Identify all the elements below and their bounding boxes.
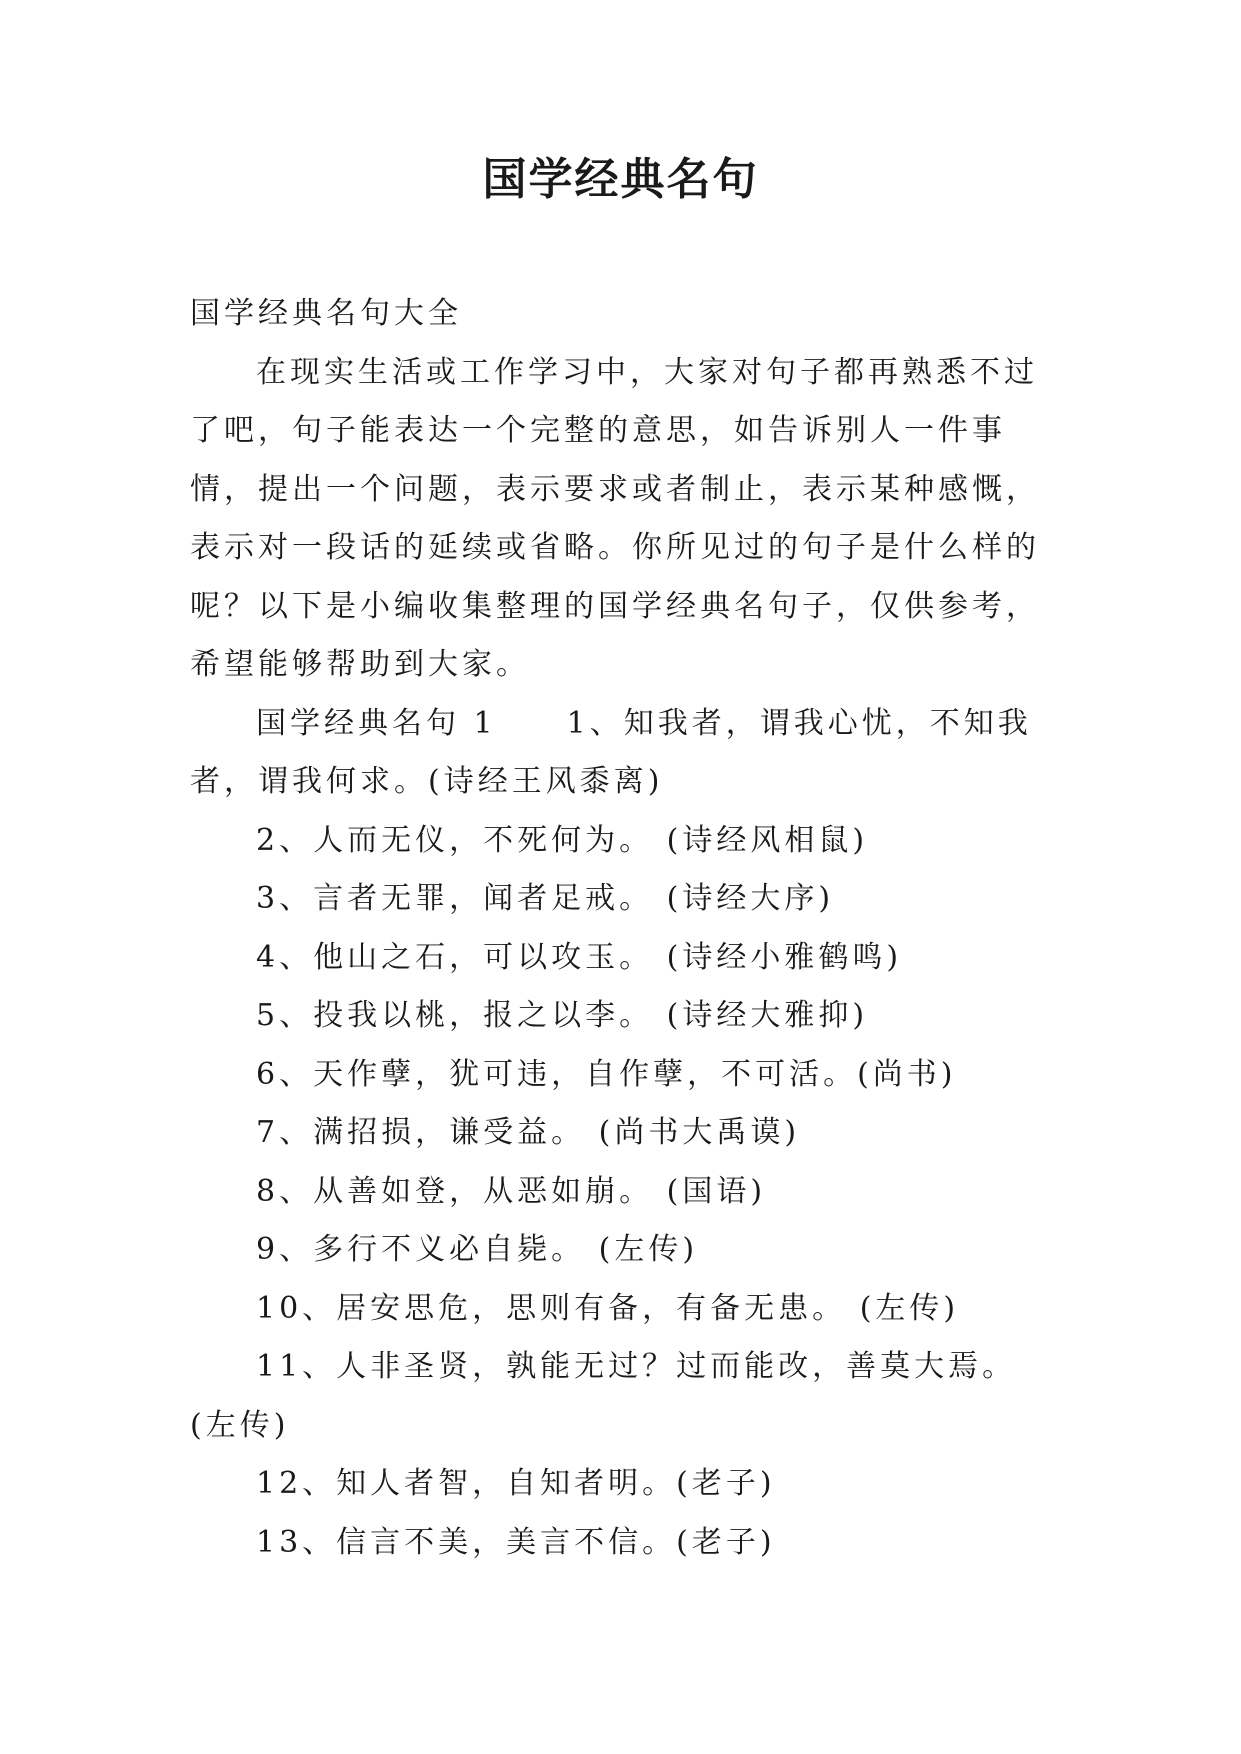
list-item: 13、信言不美，美言不信。(老子)	[256, 1524, 776, 1560]
list-item: 12、知人者智，自知者明。(老子)	[256, 1466, 776, 1501]
list-item: 5、投我以桃，报之以李。 (诗经大雅抑)	[256, 998, 869, 1033]
page-title: 国学经典名句	[482, 154, 759, 205]
document-body	[190, 285, 1050, 1572]
list-item: 2、人而无仪，不死何为。 (诗经风相鼠)	[256, 822, 869, 858]
list-item: 6、天作孽，犹可违，自作孽，不可活。(尚书)	[256, 1056, 957, 1092]
subtitle: 国学经典名句大全	[190, 296, 462, 331]
list-item: 8、从善如登，从恶如崩。 (国语)	[256, 1173, 767, 1209]
list-item: 9、多行不义必自毙。 (左传)	[256, 1232, 699, 1267]
intro-paragraph: 在现实生活或工作学习中，大家对句子都再熟悉不过了吧，句子能表达一个完整的意思，如告诉别人一件事情，提出一个问题，表示要求或者制止，表示某种感慨，表示对一段话的延续或省略。你所见过的句子是什么样的呢？以下是小编收集整理的国学经典名句子，仅供参考，希望能够帮助到大家。	[190, 354, 1040, 682]
list-item: 1、知我者，谓我心忧，不知我者，谓我何求。(诗经王风黍离)	[190, 705, 1032, 799]
list-item: 4、他山之石，可以攻玉。 (诗经小雅鹤鸣)	[256, 939, 903, 975]
list-item: 3、言者无罪，闻者足戒。 (诗经大序)	[256, 881, 835, 916]
section-first-paragraph	[190, 695, 1050, 812]
list-item: 7、满招损，谦受益。 (尚书大禹谟)	[256, 1115, 801, 1150]
list-item: 10、居安思危，思则有备，有备无患。 (左传)	[256, 1290, 960, 1326]
list-item: 11、人非圣贤，孰能无过？过而能改，善莫大焉。(左传)	[190, 1349, 1017, 1443]
section-heading: 国学经典名句 1	[256, 705, 497, 741]
